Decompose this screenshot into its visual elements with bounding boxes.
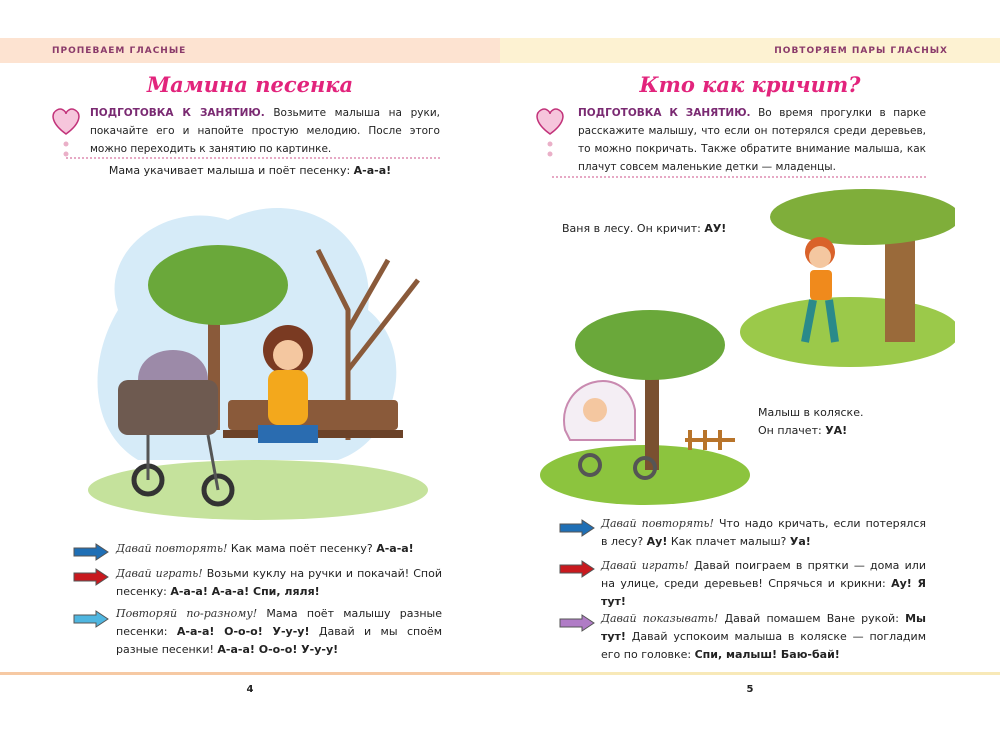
picture-caption — [0, 164, 500, 177]
bold-text: А-а-а! А-а-а! Спи, ляля! — [170, 585, 320, 598]
text: Малыш в коляске. Он плачет: — [758, 406, 864, 437]
bold-text: А-а-а! О-о-о! У-у-у! — [176, 625, 310, 638]
text: Мама укачивает малыша и поёт песенку: — [108, 164, 354, 177]
task-label: Давай повторять! — [601, 517, 714, 530]
text: Возьмите малыша на руки, покачайте его и напойте простую мелодию. После этого можно переходить к занятию по картинке. — [90, 107, 440, 155]
bold-text: ПОДГОТОВКА К ЗАНЯТИЮ. — [90, 107, 265, 119]
task-play — [601, 557, 926, 611]
bold-text: УА! — [825, 424, 848, 437]
text: Мама поёт малышу разные песенки: — [116, 607, 443, 638]
section-header: ПОВТОРЯЕМ ПАРЫ ГЛАСНЫХ — [500, 38, 1000, 63]
text: Что надо кричать, если потерялся в лесу? — [601, 517, 926, 548]
task-label: Давай играть! — [116, 567, 203, 580]
preparation-text — [578, 104, 926, 176]
task-repeat — [601, 515, 926, 551]
text: Как мама поёт песенку? — [227, 542, 377, 555]
heart-icon — [48, 104, 84, 164]
dotted-divider — [66, 157, 440, 159]
arrow-icon — [72, 568, 110, 586]
bold-text: Спи, малыш! Баю-бай! — [694, 648, 840, 661]
section-header: ПРОПЕВАЕМ ГЛАСНЫЕ — [0, 38, 500, 63]
boy-in-forest-illustration — [735, 182, 955, 372]
bold-text: Ау! Я тут! — [601, 577, 926, 608]
bold-text: Уа! — [789, 535, 811, 548]
bold-text: Ау! — [646, 535, 668, 548]
arrow-icon — [72, 543, 110, 561]
arrow-icon — [558, 519, 596, 537]
arrow-icon — [558, 560, 596, 578]
footer-line — [0, 672, 500, 675]
text: Давай поиграем в прятки — дома или на улице, среди деревьев! Спрячься и крикни: — [601, 559, 926, 590]
page-title: Кто как кричит? — [639, 72, 861, 97]
task-vary — [116, 605, 442, 659]
dotted-divider — [552, 176, 926, 178]
caption-baby — [758, 404, 868, 440]
task-play — [116, 565, 442, 601]
page-title: Мамина песенка — [146, 72, 354, 97]
text: Ваня в лесу. Он кричит: — [562, 222, 705, 235]
task-show — [601, 610, 926, 664]
baby-in-stroller-illustration — [535, 300, 750, 510]
page-number: 4 — [246, 684, 254, 695]
task-label: Повторяй по-разному! — [116, 607, 258, 620]
caption-vanya — [562, 222, 726, 235]
bold-text: Мы тут! — [601, 612, 927, 643]
text: Возьми куклу на ручки и покачай! Спой песенку: — [116, 567, 442, 598]
bold-text: А-а-а! — [376, 542, 414, 555]
right-page — [500, 0, 1000, 733]
page-number: 5 — [746, 684, 754, 695]
bold-text: ПОДГОТОВКА К ЗАНЯТИЮ. — [578, 107, 751, 119]
text: Давай успокоим малыша в коляске — погладим его по головке: — [601, 630, 926, 661]
arrow-icon — [72, 610, 110, 628]
task-label: Давай играть! — [601, 559, 689, 572]
task-label: Давай повторять! — [116, 542, 228, 555]
text: Во время прогулки в парке расскажите малышу, что если он потерялся среди деревьев, то можно покричать. Также обратите внимание малыша, как плачут совсем маленькие детки — младенцы. — [578, 107, 926, 173]
text: Как плачет малыш? — [667, 535, 790, 548]
bold-text: А-а-а! — [353, 164, 392, 177]
arrow-icon — [558, 614, 596, 632]
preparation-text — [90, 104, 440, 158]
bold-text: А-а-а! О-о-о! У-у-у! — [217, 643, 339, 656]
task-repeat — [116, 540, 442, 558]
heart-icon — [532, 104, 568, 164]
task-label: Давай показывать! — [601, 612, 719, 625]
text: Давай помашем Ване рукой: — [718, 612, 906, 625]
bold-text: АУ! — [704, 222, 727, 235]
mother-with-stroller-illustration — [78, 190, 448, 525]
footer-line — [500, 672, 1000, 675]
text: Давай и мы споём разные песенки! — [116, 625, 442, 656]
